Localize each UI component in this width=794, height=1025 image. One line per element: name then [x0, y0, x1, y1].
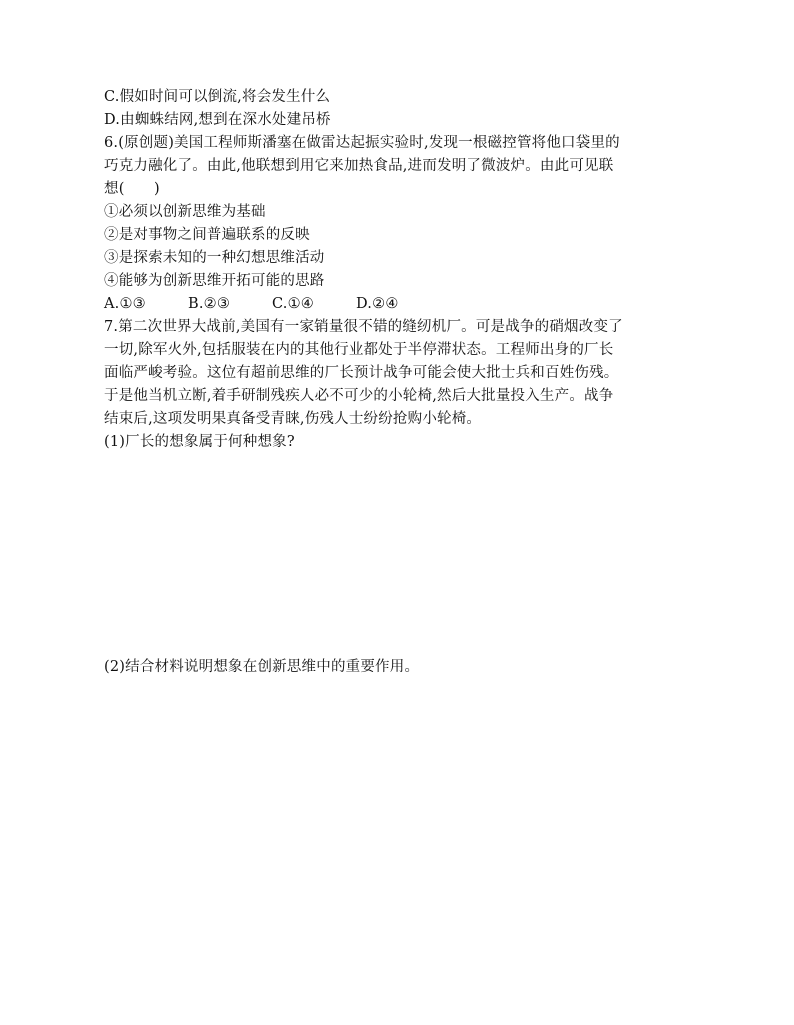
q6-item-3: ③是探索未知的一种幻想思维活动: [104, 250, 325, 266]
q6-choice-c: C.①④: [272, 296, 314, 312]
answer-space-1[interactable]: [104, 454, 704, 656]
q6-stem-line-3: 想( ): [104, 181, 160, 197]
q6-choice-b: B.②③: [188, 296, 231, 312]
q6-stem-line-1: 6.(原创题)美国工程师斯潘塞在做雷达起振实验时,发现一根磁控管将他口袋里的: [104, 135, 620, 151]
q6-choice-d: D.②④: [356, 296, 399, 312]
q7-subquestion-2: (2)结合材料说明想象在创新思维中的重要作用。: [104, 659, 420, 675]
q7-stem-line-5: 结束后,这项发明果真备受青睐,伤残人士纷纷抢购小轮椅。: [104, 411, 482, 427]
q6-item-2: ②是对事物之间普遍联系的反映: [104, 227, 310, 243]
q7-stem-line-1: 7.第二次世界大战前,美国有一家销量很不错的缝纫机厂。可是战争的硝烟改变了: [104, 319, 623, 335]
q7-subquestion-1: (1)厂长的想象属于何种想象?: [104, 434, 295, 450]
q6-choices: [104, 293, 704, 316]
q7-stem-line-3: 面临严峻考验。这位有超前思维的厂长预计战争可能会使大批士兵和百姓伤残。: [104, 365, 619, 381]
q7-stem-line-2: 一切,除军火外,包括服装在内的其他行业都处于半停滞状态。工程师出身的厂长: [104, 342, 614, 358]
q6-item-1: ①必须以创新思维为基础: [104, 204, 266, 220]
q5-option-d: D.由蜘蛛结网,想到在深水处建吊桥: [104, 112, 331, 128]
q7-stem-line-4: 于是他当机立断,着手研制残疾人必不可少的小轮椅,然后大批量投入生产。战争: [104, 388, 614, 404]
question-content: [104, 86, 704, 679]
q6-choice-a: A.①③: [104, 296, 146, 312]
q6-item-4: ④能够为创新思维开拓可能的思路: [104, 273, 325, 289]
q5-option-c: C.假如时间可以倒流,将会发生什么: [104, 89, 331, 105]
q6-stem-line-2: 巧克力融化了。由此,他联想到用它来加热食品,进而发明了微波炉。由此可见联: [104, 158, 614, 174]
